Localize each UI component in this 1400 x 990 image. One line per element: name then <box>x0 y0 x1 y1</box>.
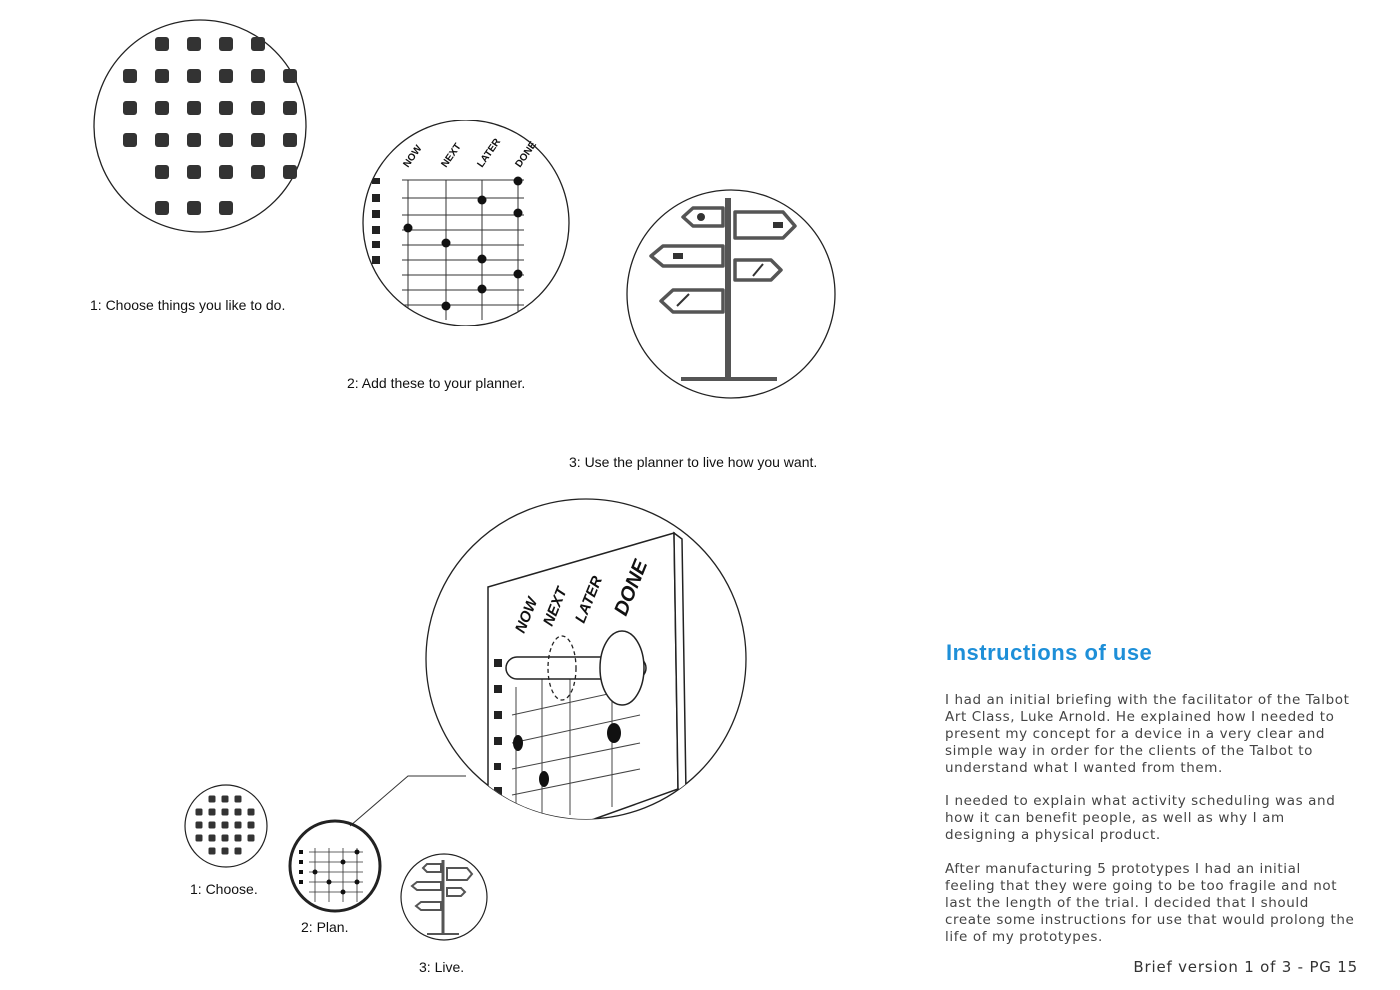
activity-icon <box>187 165 201 179</box>
planner-col-next: NEXT <box>439 141 464 170</box>
thumb-activity-icon <box>209 848 216 855</box>
thumb-activity-icon <box>235 796 242 803</box>
activity-icon <box>155 37 169 51</box>
thumb-step-1-caption: 1: Choose. <box>190 881 258 897</box>
activity-icon <box>123 101 137 115</box>
activity-icon <box>251 165 265 179</box>
planner-col-done: DONE <box>513 139 540 170</box>
activity-icon <box>155 165 169 179</box>
thumb-choose-circle <box>183 783 269 869</box>
activity-icon <box>283 165 297 179</box>
thumb-activity-icon <box>196 822 203 829</box>
thumb-activity-icon <box>248 835 255 842</box>
thumb-step-2-caption: 2: Plan. <box>301 919 349 935</box>
activity-icon <box>155 101 169 115</box>
planner-circle <box>358 120 574 326</box>
activity-icon <box>155 69 169 83</box>
board-col-done: DONE <box>610 557 653 619</box>
page-footer: Brief version 1 of 3 - PG 15 <box>1133 958 1358 976</box>
thumb-activity-icon <box>196 809 203 816</box>
thumb-activity-icon <box>196 835 203 842</box>
activity-icon <box>283 69 297 83</box>
activity-icon <box>187 133 201 147</box>
activity-icon <box>219 133 233 147</box>
thumb-activity-icon <box>235 822 242 829</box>
step-1-caption: 1: Choose things you like to do. <box>90 297 286 313</box>
activity-icon <box>155 201 169 215</box>
activity-icon <box>251 101 265 115</box>
thumb-activity-icon <box>235 809 242 816</box>
activity-icon <box>187 69 201 83</box>
activity-icon <box>219 101 233 115</box>
planner-grid <box>402 180 524 320</box>
thumb-activity-icon <box>222 796 229 803</box>
thumb-step-3-caption: 3: Live. <box>419 959 465 975</box>
thumb-activity-icon <box>222 809 229 816</box>
thumb-activity-icon <box>209 822 216 829</box>
step-3-caption: 3: Use the planner to live how you want. <box>569 454 818 470</box>
activity-icon <box>219 37 233 51</box>
planner-row-icons <box>372 178 380 264</box>
instructions-title: Instructions of use <box>946 640 1153 665</box>
thumb-activity-icon <box>209 796 216 803</box>
activity-icon <box>251 69 265 83</box>
activity-icon <box>123 69 137 83</box>
activity-icon <box>283 101 297 115</box>
board-col-now: NOW <box>511 595 542 636</box>
activity-icon <box>251 37 265 51</box>
instructions-paragraph-2: I needed to explain what activity scheduling was and how it can benefit people, as well as why I am designing a physical product. <box>945 793 1336 843</box>
instructions-paragraph-1: I had an initial briefing with the facilitator of the Talbot Art Class, Luke Arnold. He explained how I needed to present my concept for a device in a very clear and simple way in order for the clients of the Talbot to understand what I wanted from them. <box>945 692 1350 776</box>
thumb-activity-icon <box>235 848 242 855</box>
thumb-activity-icon <box>209 809 216 816</box>
board-col-later: LATER <box>571 573 607 626</box>
thumb-activity-icon <box>222 848 229 855</box>
activity-icon <box>187 37 201 51</box>
instructions-paragraph-3: After manufacturing 5 prototypes I had an initial feeling that they were going to be too fragile and not last the length of the trial. I decided that I should create some instructions for use that would prolong the life of my prototypes. <box>945 861 1355 945</box>
thumb-activity-icon <box>248 809 255 816</box>
thumb-activity-icon <box>209 835 216 842</box>
thumb-live-circle <box>399 852 489 942</box>
activity-icon <box>219 69 233 83</box>
thumb-activity-icon <box>235 835 242 842</box>
activity-icon <box>219 201 233 215</box>
activity-icons-circle <box>90 16 310 236</box>
planner-col-now: NOW <box>401 143 425 170</box>
activity-icon <box>251 133 265 147</box>
thumb-activity-icon <box>222 822 229 829</box>
thumb-activity-icon <box>248 822 255 829</box>
signpost-circle <box>623 188 839 400</box>
activity-icon <box>219 165 233 179</box>
activity-icon <box>187 201 201 215</box>
activity-icon <box>123 133 137 147</box>
step-2-caption: 2: Add these to your planner. <box>347 375 526 391</box>
activity-icon <box>187 101 201 115</box>
planner-col-later: LATER <box>475 136 504 170</box>
thumb-activity-icon <box>222 835 229 842</box>
activity-icon <box>283 133 297 147</box>
board-col-next: NEXT <box>539 585 571 629</box>
activity-icon <box>155 133 169 147</box>
thumb-plan-circle <box>287 818 383 914</box>
